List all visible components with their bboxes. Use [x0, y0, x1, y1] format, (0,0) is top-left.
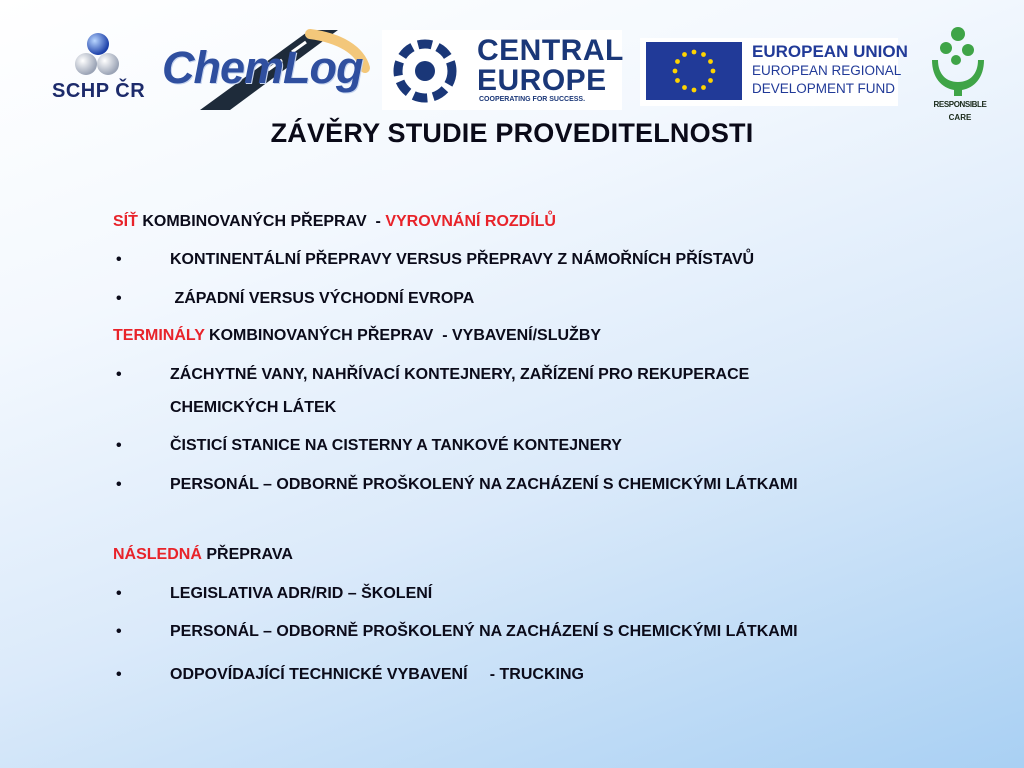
section-heading-sit	[113, 212, 556, 232]
heading-red2-sit: VYROVNÁNÍ ROZDÍLŮ	[385, 213, 556, 230]
list-item: ČISTICÍ STANICE NA CISTERNY A TANKOVÉ KONTEJNERY	[170, 437, 622, 454]
heading-red-sit: SÍŤ	[113, 213, 138, 230]
bullet: •	[116, 623, 122, 640]
central-text: CENTRAL	[477, 34, 624, 67]
section-heading-nasledna	[113, 545, 293, 565]
list-item: ZÁCHYTNÉ VANY, NAHŘÍVACÍ KONTEJNERY, ZAŘÍZENÍ PRO REKUPERACE	[170, 366, 750, 383]
chemlog-text: ChemLog	[162, 42, 363, 93]
bullet: •	[116, 366, 122, 383]
cooperating-text: COOPERATING FOR SUCCESS.	[479, 96, 586, 103]
list-item: ODPOVÍDAJÍCÍ TECHNICKÉ VYBAVENÍ - TRUCKING	[170, 666, 584, 683]
heading-red-nasledna: NÁSLEDNÁ	[113, 546, 202, 563]
bullet: •	[116, 476, 122, 493]
page-title: ZÁVĚRY STUDIE PROVEDITELNOSTI	[270, 118, 754, 148]
heading-rest-nasledna: PŘEPRAVA	[201, 546, 293, 563]
section-heading-terminaly	[113, 326, 601, 346]
list-item: PERSONÁL – ODBORNĚ PROŠKOLENÝ NA ZACHÁZENÍ S CHEMICKÝMI LÁTKAMI	[170, 623, 798, 640]
list-item-continuation: CHEMICKÝCH LÁTEK	[170, 399, 337, 416]
care-text: CARE	[948, 113, 972, 122]
list-item: LEGISLATIVA ADR/RID – ŠKOLENÍ	[170, 585, 433, 602]
eu-line-1: EUROPEAN UNION	[752, 42, 908, 61]
heading-rest-terminaly: KOMBINOVANÝCH PŘEPRAV - VYBAVENÍ/SLUŽBY	[204, 327, 602, 344]
schp-text: SCHP ČR	[52, 80, 146, 102]
bullet: •	[116, 666, 122, 683]
responsible-text: RESPONSIBLE	[933, 100, 987, 109]
list-item: ZÁPADNÍ VERSUS VÝCHODNÍ EVROPA	[170, 290, 475, 307]
eu-line-2: EUROPEAN REGIONAL	[752, 63, 902, 78]
europe-text: EUROPE	[477, 64, 607, 97]
list-item: KONTINENTÁLNÍ PŘEPRAVY VERSUS PŘEPRAVY Z NÁMOŘNÍCH PŘÍSTAVŮ	[170, 251, 755, 268]
list-item: PERSONÁL – ODBORNĚ PROŠKOLENÝ NA ZACHÁZENÍ S CHEMICKÝMI LÁTKAMI	[170, 476, 798, 493]
heading-rest-sit: KOMBINOVANÝCH PŘEPRAV -	[137, 213, 386, 230]
bullet: •	[116, 585, 122, 602]
bullet: •	[116, 251, 122, 268]
heading-red-terminaly: TERMINÁLY	[113, 327, 205, 344]
bullet: •	[116, 290, 122, 307]
bullet: •	[116, 437, 122, 454]
eu-line-3: DEVELOPMENT FUND	[752, 81, 896, 96]
